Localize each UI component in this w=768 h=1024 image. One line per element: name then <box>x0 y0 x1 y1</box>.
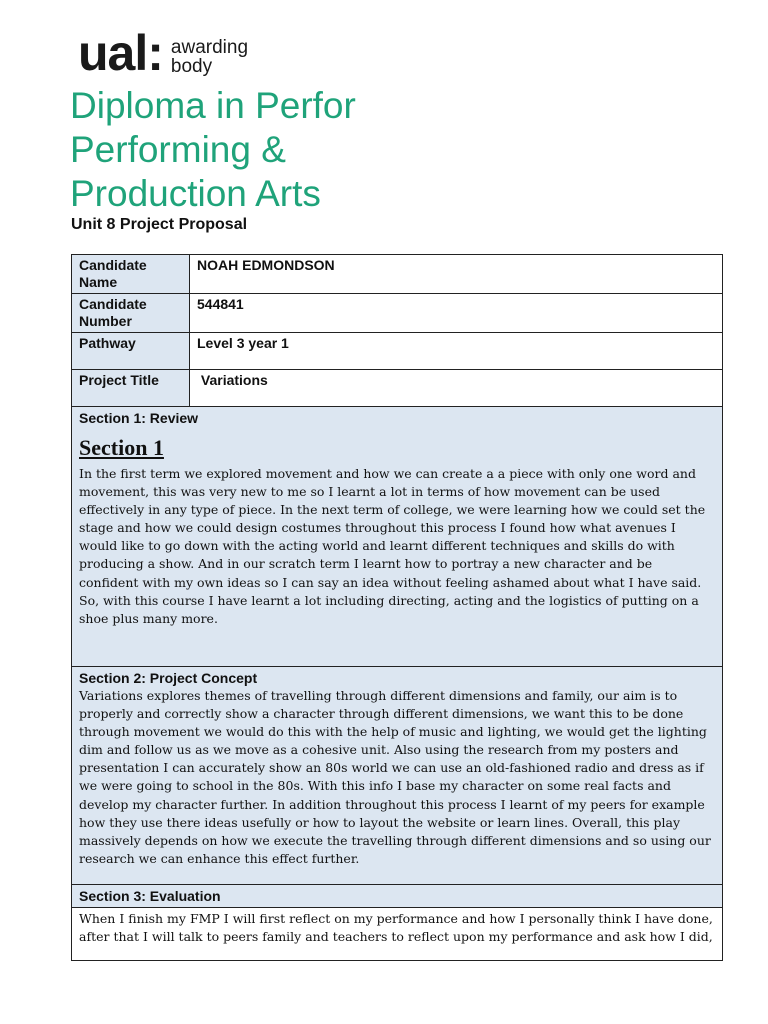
section-concept <box>72 667 723 885</box>
project-title-value: Variations <box>190 370 723 407</box>
field-label: Candidate Name <box>72 255 190 294</box>
section-review-row <box>72 407 723 667</box>
logo-mark: ual: <box>78 25 163 81</box>
section-concept-text: Variations explores themes of travelling through different dimensions and family, our aim is to properly and correctly show a character through different dimensions, we want this to be done through movement we would do this with the help of music and lighting, we would get the lighting dim and follow us as we move as a cohesive unit. Also using the research from my posters and presentation I can accurately show an 80s world we can use an old-fashioned radio and dress as if we were going to school in the 80s. With this info I base my character on some real facts and develop my character further. In addition throughout this process I learnt of my peers for example how they use there ideas usefully or how to layout the website or learn lines. Overall, this play massively depends on how we execute the travelling through different dimensions and so using our research we can enhance this effect further. <box>79 688 711 866</box>
ual-logo <box>78 25 249 81</box>
pathway-value: Level 3 year 1 <box>190 333 723 370</box>
document-subtitle: Unit 8 Project Proposal <box>71 216 248 233</box>
section-evaluation-heading: Section 3: Evaluation <box>79 888 221 904</box>
section-evaluation-body <box>72 908 723 961</box>
title-line2: Performing & <box>70 129 286 170</box>
logo-sub-line2: body <box>170 56 213 77</box>
section-review-heading: Section 1: Review <box>79 410 199 426</box>
table-row <box>72 255 723 294</box>
table-row <box>72 294 723 333</box>
title-line3: Production Arts <box>70 173 321 214</box>
candidate-number-value: 544841 <box>190 294 723 333</box>
section-1-title: Section 1 <box>79 435 164 460</box>
section-concept-heading: Section 2: Project Concept <box>79 670 258 686</box>
section-evaluation-header-row <box>72 885 723 908</box>
section-concept-row <box>72 667 723 885</box>
table-row <box>72 333 723 370</box>
field-label: Candidate Number <box>72 294 190 333</box>
field-label: Pathway <box>72 333 190 370</box>
candidate-name-value: NOAH EDMONDSON <box>190 255 723 294</box>
table-row <box>72 370 723 407</box>
section-evaluation-heading-cell <box>72 885 723 908</box>
section-review-text: In the first term we explored movement and how we can create a a piece with only one word and movement, this was very new to me so I learnt a lot in terms of how movement can be used effectively in any type of piece. In the next term of college, we were learning how we could set the stage and how we could design costumes throughout this process I found how what avenues I would like to go down with the acting world and learnt different techniques and skills do with producing a show. And in our scratch term I learnt how to portray a new character and be confident with my own ideas so I can say an idea without feeling ashamed about what I have said. So, with this course I have learnt a lot including directing, acting and the logistics of putting on a shoe plus many more. <box>79 466 706 626</box>
document-title <box>70 84 356 216</box>
logo-subtext <box>171 38 248 76</box>
section-review <box>72 407 723 667</box>
field-label: Project Title <box>72 370 190 407</box>
section-evaluation-text: When I finish my FMP I will first reflect on my performance and how I personally think I have done, after that I will talk to peers family and teachers to reflect upon my performance and ask how I did, <box>79 911 713 945</box>
proposal-form-table <box>71 254 723 961</box>
logo-sub-line1: awarding <box>170 37 249 58</box>
section-evaluation-body-row <box>72 908 723 961</box>
title-line1: Diploma in Perfor <box>70 85 356 126</box>
